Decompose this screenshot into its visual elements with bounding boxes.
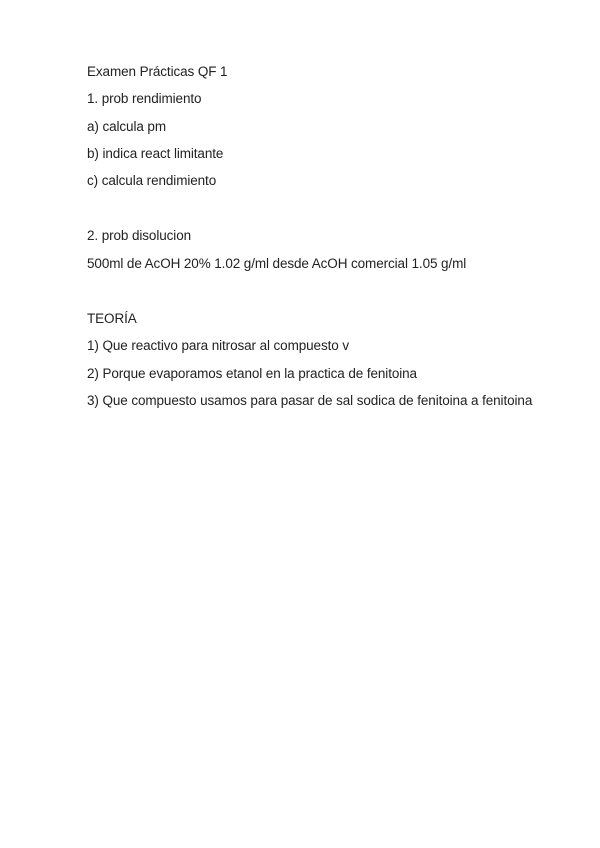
document-body — [87, 58, 560, 414]
problem2-heading: 2. prob disolucion — [87, 228, 192, 244]
problem1-item-b: b) indica react limitante — [87, 145, 224, 161]
problem1-item-c: c) calcula rendimiento — [87, 173, 217, 189]
theory-heading: TEORÍA — [87, 311, 137, 327]
theory-question-2: 2) Porque evaporamos etanol en la practica de fenitoina — [87, 365, 417, 381]
problem1-item-a: a) calcula pm — [87, 118, 166, 134]
document-title: Examen Prácticas QF 1 — [87, 64, 228, 79]
theory-question-1: 1) Que reactivo para nitrosar al compuesto v — [87, 338, 349, 354]
problem1-heading: 1. prob rendimiento — [87, 91, 202, 107]
theory-question-3: 3) Que compuesto usamos para pasar de sal sodica de fenitoina a fenitoina — [87, 392, 533, 408]
problem2-statement: 500ml de AcOH 20% 1.02 g/ml desde AcOH comercial 1.05 g/ml — [87, 255, 467, 271]
